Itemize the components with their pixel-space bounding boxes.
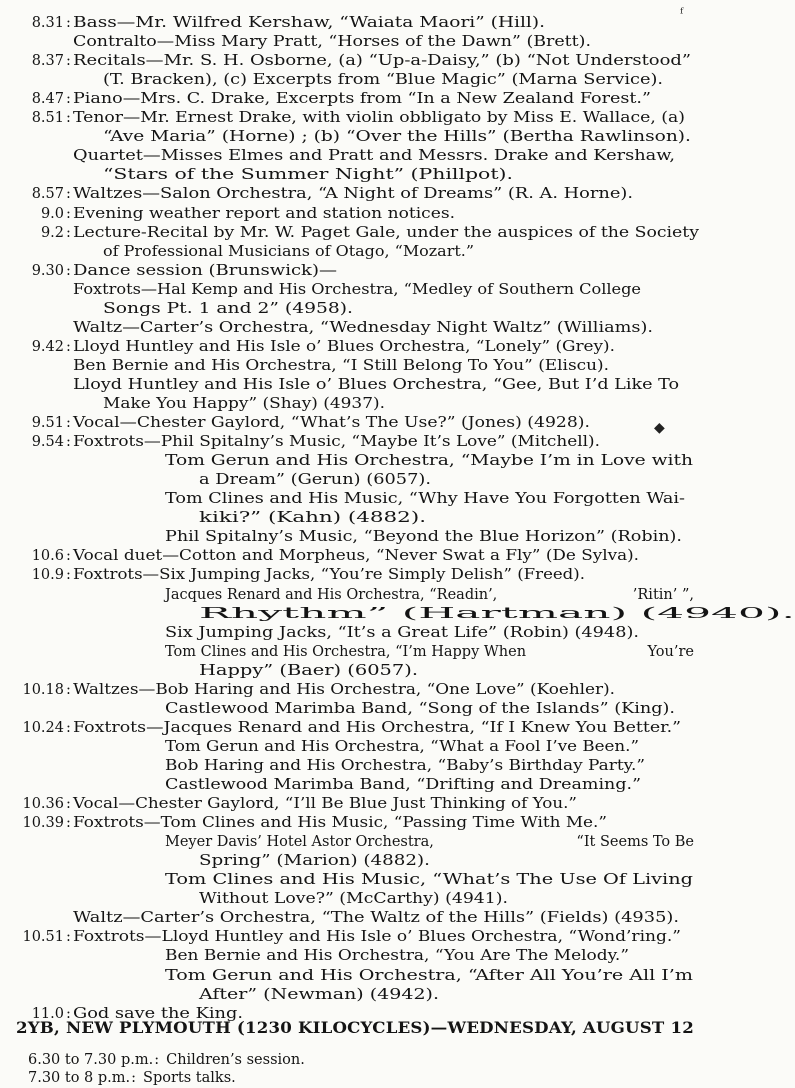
time-colon: :: [66, 796, 71, 813]
entry-text: Dance session (Brunswick)—: [73, 262, 337, 279]
entry-continuation: Make You Happy” (Shay) (4937).: [103, 396, 385, 412]
time-stamp: 9.54: [31, 434, 64, 451]
time-colon: :: [66, 719, 71, 736]
entry-continuation: Songs Pt. 1 and 2” (4958).: [103, 300, 354, 317]
time-colon: :: [66, 681, 71, 698]
entry-text: Foxtrots—Lloyd Huntley and His Isle o’ Blues Orchestra, “Wond’ring.”: [73, 929, 681, 946]
time-stamp: 10.36: [22, 796, 64, 813]
schedule-item: Sports talks.: [143, 1070, 236, 1086]
program-line: [0, 546, 700, 566]
program-line: [0, 851, 700, 871]
time-stamp: 9.30: [31, 262, 64, 279]
program-line: [0, 661, 700, 681]
entry-continuation: Without Love?” (McCarthy) (4941).: [199, 891, 508, 908]
time-stamp: 11.0: [31, 1005, 64, 1022]
entry-text: Tom Clines and His Music, “What’s The Use Of Living: [165, 872, 694, 889]
program-line: [0, 146, 700, 166]
schedule-time: 6.30 to 7.30 p.m.: [28, 1052, 154, 1068]
entry-text: Lecture-Recital by Mr. W. Paget Gale, under the auspices of the Society: [73, 224, 699, 241]
program-line: [0, 623, 700, 643]
schedule-separator: :: [154, 1052, 160, 1068]
program-line: [0, 680, 700, 700]
program-line: [0, 794, 700, 814]
program-line: [0, 985, 700, 1005]
time-colon: :: [66, 548, 71, 565]
program-line: [0, 927, 700, 947]
program-line: [0, 165, 700, 185]
entry-continuation: Happy” (Baer) (6057).: [199, 662, 419, 679]
entry-text: Vocal duet—Cotton and Morpheus, “Never Swat a Fly” (De Sylva).: [73, 548, 640, 565]
time-stamp: 8.37: [31, 53, 64, 70]
entry-text: Bob Haring and His Orchestra, “Baby’s Birthday Party.”: [165, 757, 645, 774]
program-line: [0, 337, 700, 357]
program-line: [0, 585, 700, 605]
margin-mark-top: ᶠ: [680, 6, 684, 22]
entry-text: Tom Clines and His Orchestra, “I’m Happy When: [165, 643, 527, 660]
program-line: [0, 813, 700, 833]
program-line: [0, 127, 700, 147]
time-stamp: 8.47: [31, 91, 64, 108]
time-colon: :: [66, 262, 71, 279]
program-line: [0, 699, 700, 719]
program-line: [0, 775, 700, 795]
entry-text: Piano—Mrs. C. Drake, Excerpts from “In a New Zealand Forest.”: [73, 91, 651, 108]
time-colon: :: [66, 186, 71, 203]
program-line: [0, 32, 700, 52]
ink-blot: ◆: [654, 420, 665, 436]
time-stamp: 10.24: [22, 719, 64, 736]
time-stamp: 8.57: [31, 186, 64, 203]
time-colon: :: [66, 415, 71, 432]
entry-continuation: kiki?” (Kahn) (4882).: [199, 510, 427, 527]
program-line: [0, 299, 700, 319]
program-line: [0, 451, 700, 471]
program-line: [0, 70, 700, 90]
time-stamp: 10.9: [31, 567, 64, 584]
time-colon: :: [66, 929, 71, 946]
entry-text: Tom Gerun and His Orchestra, “What a Fool I’ve Been.”: [165, 738, 639, 755]
entry-continuation: Spring” (Marion) (4882).: [199, 853, 430, 870]
program-line: [0, 394, 700, 414]
entry-text-tail: “It Seems To Be: [576, 834, 694, 851]
time-colon: :: [66, 91, 71, 108]
time-stamp: 10.18: [22, 681, 64, 698]
entry-text: Lloyd Huntley and His Isle o’ Blues Orchestra, “Gee, But I’d Like To: [73, 376, 680, 393]
entry-text: Jacques Renard and His Orchestra, “Readin’,: [165, 586, 498, 603]
time-colon: :: [66, 815, 71, 832]
time-stamp: 8.51: [31, 110, 64, 127]
program-line: [0, 261, 700, 281]
entry-text: Quartet—Misses Elmes and Pratt and Messrs. Drake and Kershaw,: [73, 148, 676, 165]
program-line: [0, 242, 700, 262]
entry-text-tail: You’re: [647, 643, 694, 660]
entry-text: Phil Spitalny’s Music, “Beyond the Blue Horizon” (Robin).: [165, 529, 683, 546]
entry-text: Meyer Davis’ Hotel Astor Orchestra,: [165, 834, 434, 851]
entry-continuation: “Stars of the Summer Night” (Phillpot).: [103, 167, 513, 184]
time-stamp: 10.51: [22, 929, 64, 946]
time-colon: :: [66, 338, 71, 355]
program-line: [0, 604, 795, 624]
entry-text: God save the King.: [73, 1005, 244, 1022]
entry-continuation: Rhythm” (Hartman) (4940).: [199, 605, 795, 622]
program-line: [0, 318, 700, 338]
program-line: [0, 870, 700, 890]
time-colon: :: [66, 205, 71, 222]
schedule-item: Children’s session.: [166, 1052, 305, 1068]
entry-text: Vocal—Chester Gaylord, “What’s The Use?” (Jones) (4928).: [73, 415, 591, 432]
entry-text: Tom Gerun and His Orchestra, “After All You’re All I’m: [165, 967, 693, 984]
entry-text: Tenor—Mr. Ernest Drake, with violin obbligato by Miss E. Wallace, (a): [73, 110, 685, 127]
time-stamp: 9.42: [31, 338, 64, 355]
program-line: [0, 204, 700, 224]
entry-text: Bass—Mr. Wilfred Kershaw, “Waiata Maori” (Hill).: [73, 15, 546, 31]
entry-continuation: After” (Newman) (4942).: [199, 986, 440, 1003]
time-colon: :: [66, 434, 71, 451]
entry-continuation: a Dream” (Gerun) (6057).: [199, 472, 432, 489]
entry-text: Evening weather report and station notices.: [73, 205, 456, 222]
time-colon: :: [66, 110, 71, 127]
program-line: [0, 718, 700, 738]
schedule-separator: :: [131, 1070, 137, 1086]
entry-text: Waltzes—Salon Orchestra, “A Night of Dreams” (R. A. Horne).: [73, 186, 633, 203]
time-stamp: 10.39: [22, 815, 64, 832]
program-line: [0, 737, 700, 757]
time-stamp: 9.2: [40, 224, 64, 241]
program-line: [0, 565, 700, 585]
program-line: [0, 89, 700, 109]
entry-continuation: (T. Bracken), (c) Excerpts from “Blue Magic” (Marna Service).: [103, 72, 664, 89]
schedule-line: [0, 1050, 700, 1070]
entry-text: Foxtrots—Tom Clines and His Music, “Passing Time With Me.”: [73, 815, 607, 832]
time-stamp: 9.0: [40, 205, 64, 222]
entry-text: Tom Gerun and His Orchestra, “Maybe I’m in Love with: [165, 453, 693, 470]
program-line: [0, 51, 700, 71]
program-line: [0, 470, 700, 490]
program-line: [0, 13, 700, 33]
entry-text: Waltzes—Bob Haring and His Orchestra, “One Love” (Koehler).: [73, 681, 616, 698]
entry-text: Vocal—Chester Gaylord, “I’ll Be Blue Just Thinking of You.”: [73, 796, 578, 813]
program-line: [0, 908, 700, 928]
entry-text: Contralto—Miss Mary Pratt, “Horses of the Dawn” (Brett).: [73, 34, 592, 51]
program-line: [0, 413, 700, 433]
entry-text: Ben Bernie and His Orchestra, “You Are The Melody.”: [165, 948, 630, 965]
schedule-time: 7.30 to 8 p.m.: [28, 1070, 131, 1086]
entry-text: Foxtrots—Hal Kemp and His Orchestra, “Medley of Southern College: [73, 281, 641, 298]
program-line: [0, 280, 700, 300]
program-line: [0, 184, 700, 204]
entry-text: Ben Bernie and His Orchestra, “I Still Belong To You” (Eliscu).: [73, 357, 609, 374]
program-line: [0, 375, 700, 395]
entry-text: Tom Clines and His Music, “Why Have You Forgotten Wai-: [165, 491, 686, 508]
entry-text: Foxtrots—Phil Spitalny’s Music, “Maybe It’s Love” (Mitchell).: [73, 434, 600, 451]
entry-text: Castlewood Marimba Band, “Song of the Islands” (King).: [165, 700, 676, 717]
program-line: [0, 527, 700, 547]
time-stamp: 8.31: [31, 15, 64, 31]
entry-text: Recitals—Mr. S. H. Osborne, (a) “Up-a-Daisy,” (b) “Not Understood”: [73, 53, 692, 70]
entry-text: Six Jumping Jacks, “It’s a Great Life” (Robin) (4948).: [165, 624, 639, 641]
time-colon: :: [66, 53, 71, 70]
entry-text-tail: ’Ritin’ ”,: [632, 586, 694, 603]
time-colon: :: [66, 15, 71, 31]
program-line: [0, 223, 700, 243]
entry-text: Waltz—Carter’s Orchestra, “The Waltz of the Hills” (Fields) (4935).: [73, 910, 680, 927]
program-line: [0, 508, 700, 528]
time-colon: :: [66, 224, 71, 241]
entry-text: Waltz—Carter’s Orchestra, “Wednesday Night Waltz” (Williams).: [73, 319, 654, 336]
entry-continuation: “Ave Maria” (Horne) ; (b) “Over the Hills” (Bertha Rawlinson).: [103, 129, 691, 146]
time-colon: :: [66, 567, 71, 584]
time-stamp: 10.6: [31, 548, 64, 565]
program-line: [0, 946, 700, 966]
time-stamp: 9.51: [31, 415, 64, 432]
program-line: [0, 356, 700, 376]
program-line: [0, 756, 700, 776]
station-heading: 2YB, NEW PLYMOUTH (1230 KILOCYCLES)—WEDNESDAY, AUGUST 12: [16, 1018, 694, 1037]
entry-continuation: of Professional Musicians of Otago, “Mozart.”: [103, 243, 475, 260]
entry-text: Foxtrots—Six Jumping Jacks, “You’re Simply Delish” (Freed).: [73, 567, 585, 584]
program-line: [0, 432, 700, 452]
schedule-line: [0, 1068, 700, 1088]
program-line: [0, 889, 700, 909]
entry-text: Foxtrots—Jacques Renard and His Orchestra, “If I Knew You Better.”: [73, 719, 681, 736]
program-line: [0, 966, 700, 986]
entry-text: Lloyd Huntley and His Isle o’ Blues Orchestra, “Lonely” (Grey).: [73, 338, 615, 355]
program-line: [0, 108, 700, 128]
time-colon: :: [66, 1005, 71, 1022]
program-line: [0, 832, 700, 852]
program-line: [0, 642, 700, 662]
program-line: [0, 489, 700, 509]
entry-text: Castlewood Marimba Band, “Drifting and Dreaming.”: [165, 777, 642, 793]
